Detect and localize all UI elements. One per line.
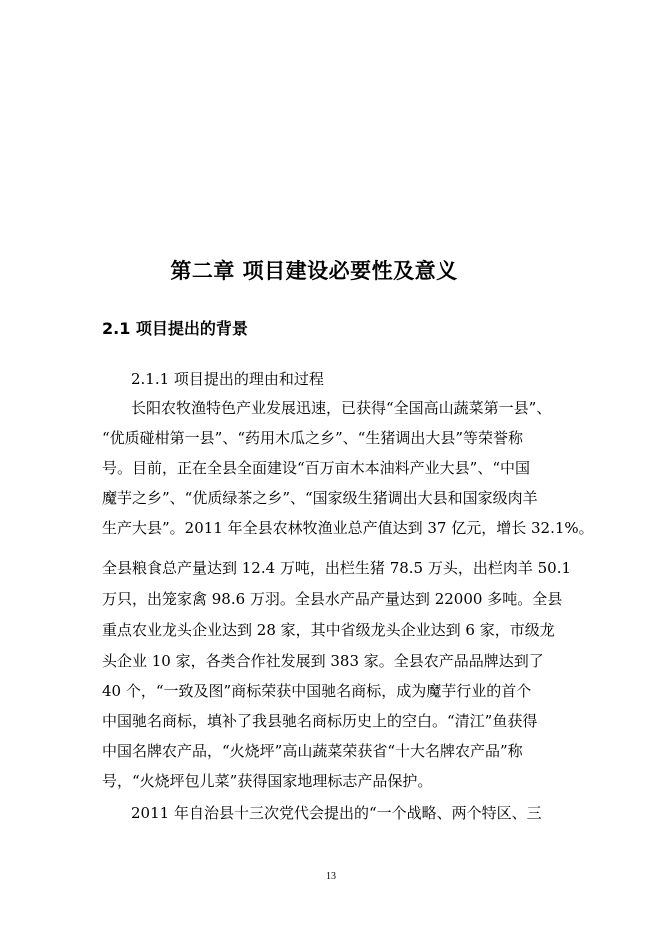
body-line: 中国驰名商标，填补了我县驰名商标历史上的空白。“清江”鱼获得 — [102, 712, 538, 730]
body-line: “优质碰柑第一县”、“药用木瓜之乡”、“生猪调出大县”等荣誉称 — [102, 429, 524, 447]
body-line: 生产大县”。2011 年全县农林牧渔业总产值达到 37 亿元，增长 32.1%。 — [102, 519, 594, 537]
page-number: 13 — [326, 871, 336, 882]
body-line: 2011 年自治县十三次党代会提出的“一个战略、两个特区、三 — [131, 804, 542, 822]
body-line: 中国名牌农产品，“火烧坪”高山蔬菜荣获省“十大名牌农产品”称 — [102, 742, 523, 760]
body-line: 号，“火烧坪包儿菜”获得国家地理标志产品保护。 — [102, 772, 433, 790]
subsection-heading: 2.1.1 项目提出的理由和过程 — [131, 370, 324, 388]
chapter-title: 第二章 项目建设必要性及意义 — [170, 258, 458, 283]
body-line: 全县粮食总产量达到 12.4 万吨，出栏生猪 78.5 万头，出栏肉羊 50.1 — [102, 559, 572, 577]
body-line: 长阳农牧渔特色产业发展迅速，已获得“全国高山蔬菜第一县”、 — [131, 399, 552, 417]
body-line: 重点农业龙头企业达到 28 家，其中省级龙头企业达到 6 家，市级龙 — [102, 621, 555, 639]
section-heading: 2.1 项目提出的背景 — [102, 319, 248, 338]
body-line: 万只，出笼家禽 98.6 万羽。全县水产品产量达到 22000 多吨。全县 — [102, 590, 563, 608]
body-line: 头企业 10 家，各类合作社发展到 383 家。全县农产品品牌达到了 — [102, 652, 544, 670]
body-line: 魔芋之乡”、“优质绿茶之乡”、“国家级生猪调出大县和国家级肉羊 — [102, 489, 538, 507]
body-line: 40 个，“一致及图”商标荣获中国驰名商标，成为魔芋行业的首个 — [102, 682, 532, 700]
body-line: 号。目前，正在全县全面建设“百万亩木本油料产业大县”、“中国 — [102, 459, 531, 477]
